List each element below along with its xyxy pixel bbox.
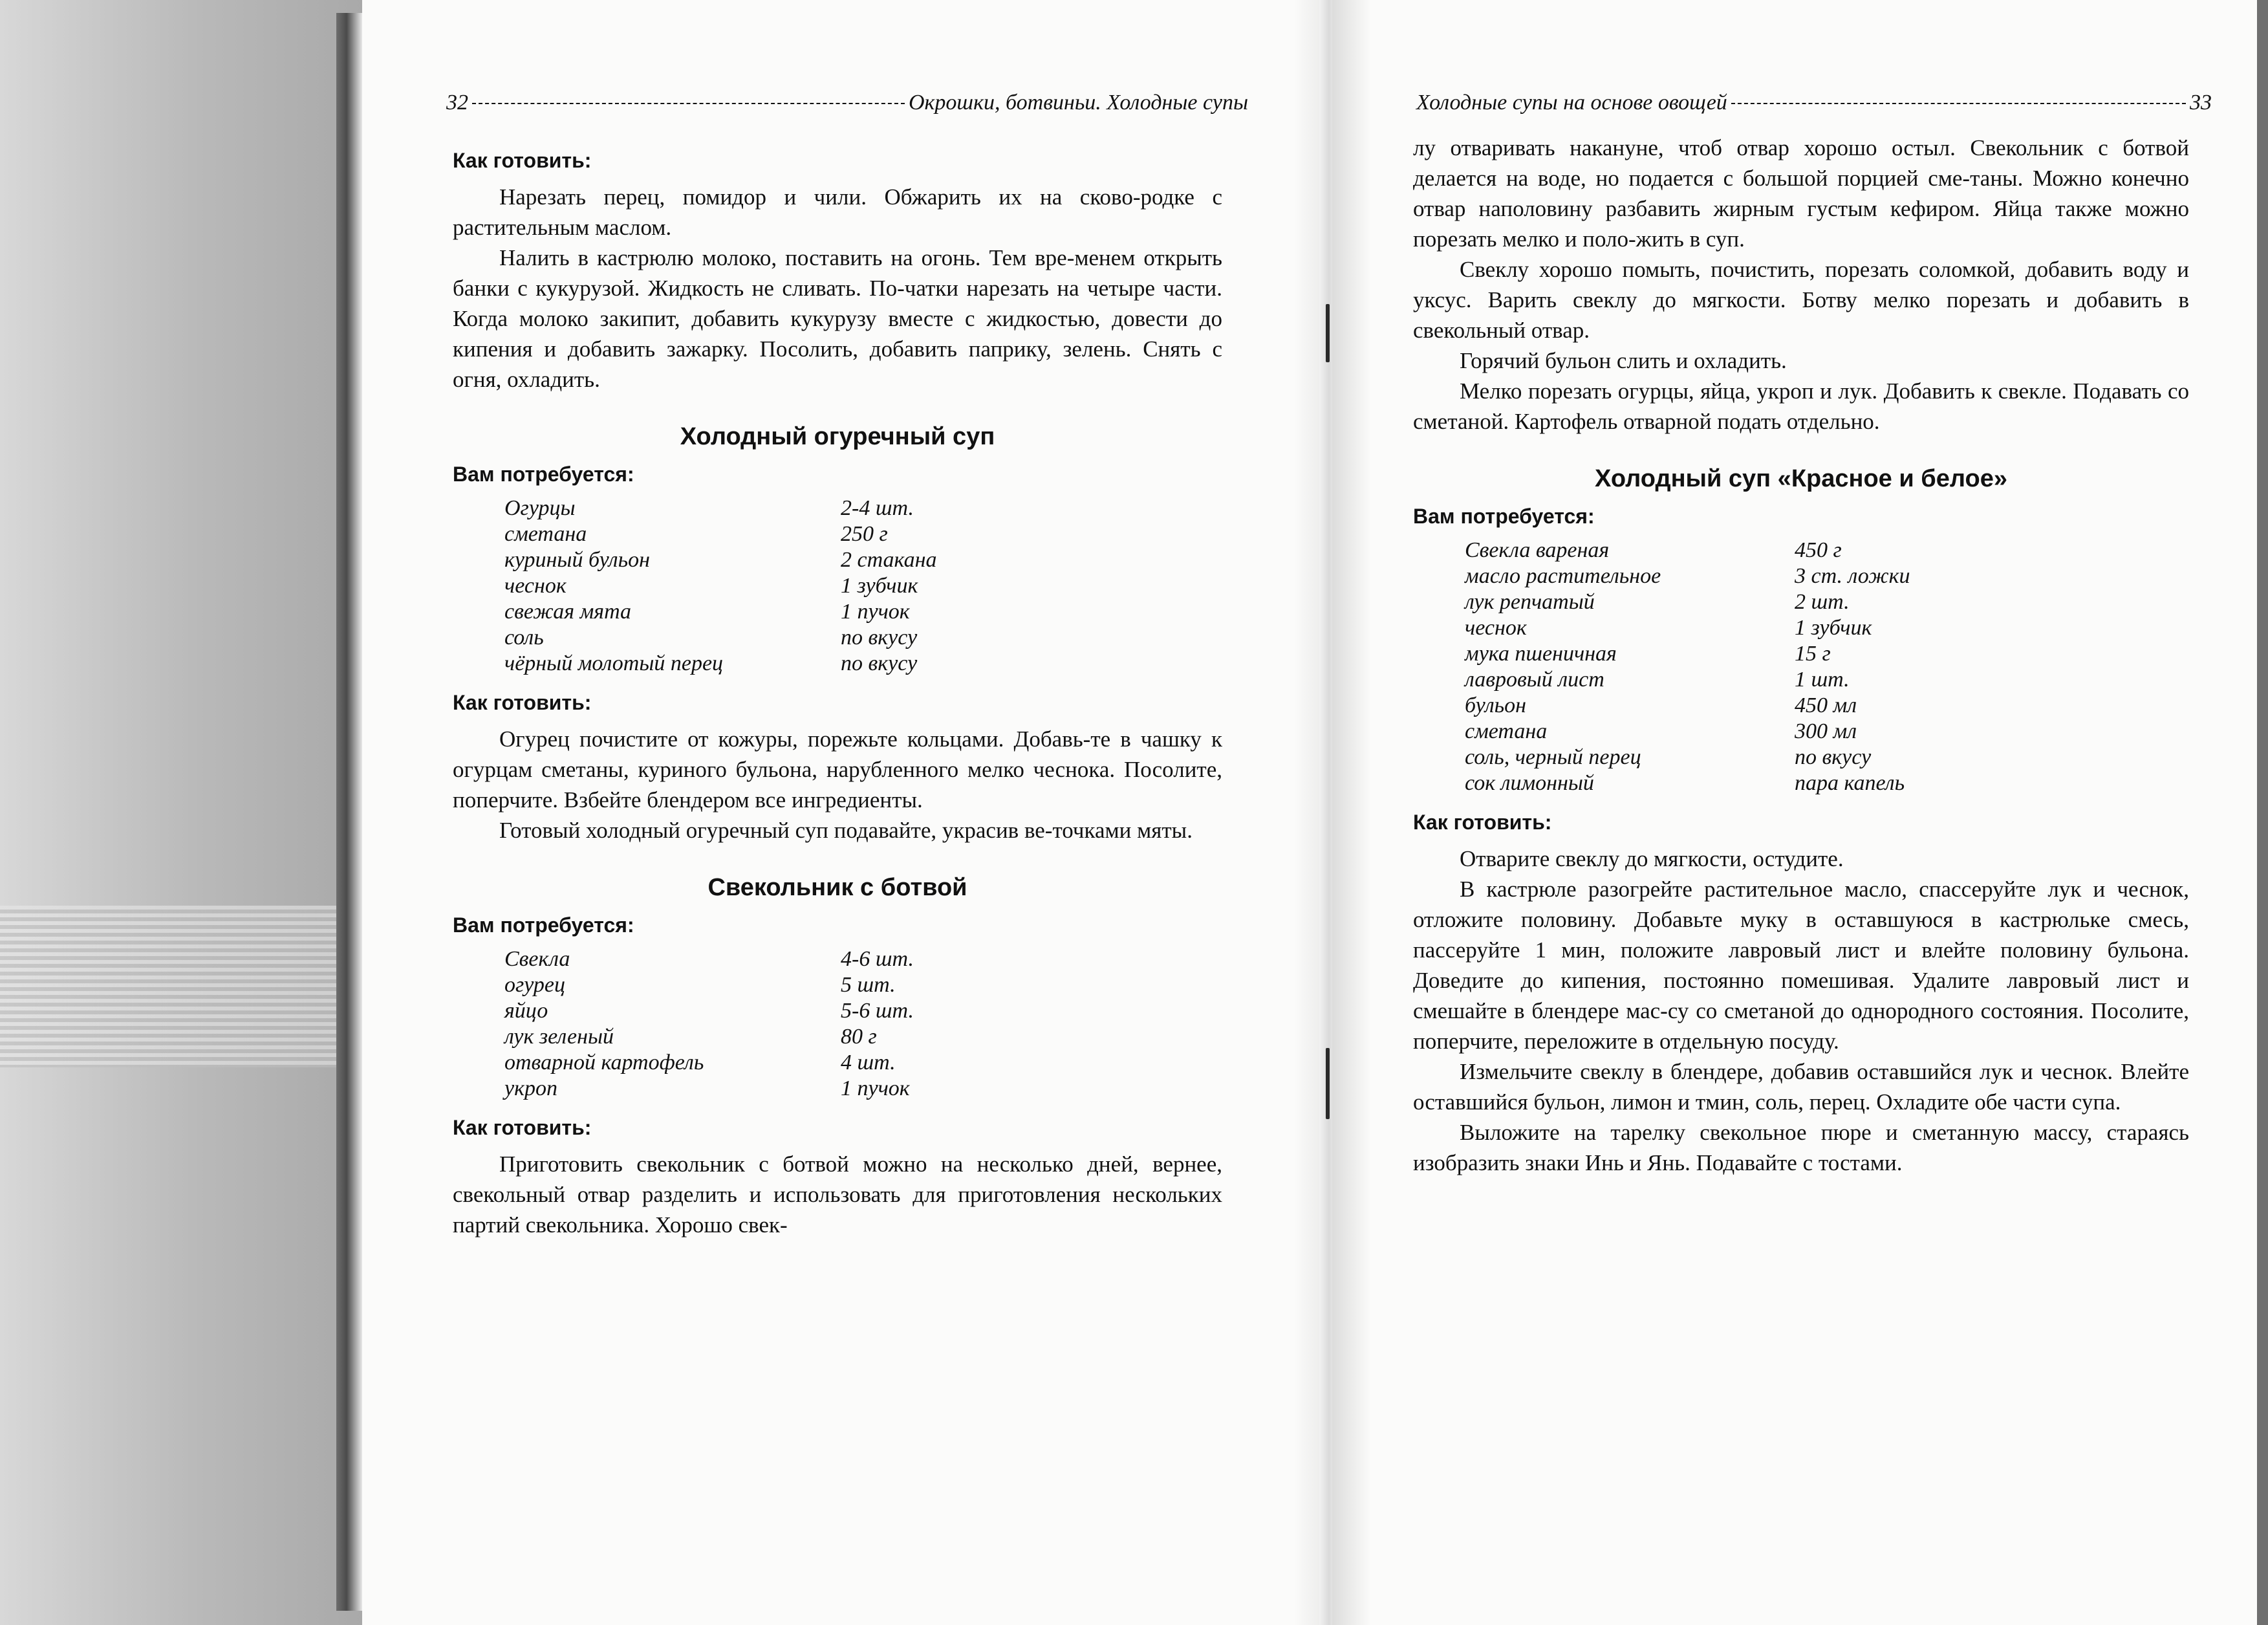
recipe-title: Свекольник с ботвой [707, 874, 967, 901]
ingredient-row [504, 496, 1222, 521]
header-rule [1731, 103, 2186, 104]
ingredient-qty: 2 шт. [1795, 590, 1850, 614]
ingredient-qty: 1 зубчик [841, 574, 918, 598]
ingredient-name: чеснок [504, 574, 567, 598]
right-page [1332, 0, 2263, 1625]
header-rule [472, 103, 905, 104]
ingredient-name: соль, черный перец [1465, 745, 1641, 769]
gutter-shadow-right [1332, 0, 1371, 1625]
ingredient-name: яйцо [504, 999, 548, 1023]
ingredient-qty: 80 г [841, 1025, 877, 1049]
ingredient-qty: по вкусу [841, 651, 918, 675]
ingredient-name: соль [504, 626, 544, 649]
ingredient-row [1465, 693, 2189, 719]
recipe-title: Холодный суп «Красное и белое» [1595, 465, 2007, 492]
scan-background-right [2257, 0, 2268, 1625]
ingredient-name: Свекла [504, 947, 570, 971]
ingredient-qty: 2 стакана [841, 548, 937, 572]
ingredient-row [504, 625, 1222, 651]
right-page-header [1416, 91, 2212, 115]
ingredient-row [504, 599, 1222, 625]
paragraph: Отварите свеклу до мягкости, остудите. [1460, 846, 1844, 871]
ingredient-row [1465, 770, 2189, 796]
ingredient-name: лук репчатый [1465, 590, 1595, 614]
paragraph: Налить в кастрюлю молоко, поставить на огонь. Тем вре-менем открыть банки с кукурузой. Жидкость не сливать. По-чатки нарезать на четыре части. Когда молоко закипит, добавить кукурузу вместе с жидкостью, довести до кипения и добавить зажарку. Посолить, добавить паприку, зелень. Снять с огня, охладить. [453, 245, 1222, 392]
ingredient-name: бульон [1465, 693, 1526, 717]
ingredient-name: мука пшеничная [1465, 642, 1617, 666]
ingredient-name: чеснок [1465, 616, 1527, 640]
how-label: Как готовить: [453, 1116, 592, 1139]
paragraph: Готовый холодный огуречный суп подавайте, украсив ве-точками мяты. [499, 818, 1193, 843]
ingredient-qty: 450 мл [1795, 693, 1857, 717]
ingredient-name: лавровый лист [1465, 668, 1604, 692]
paragraph: Свеклу хорошо помыть, почистить, порезать соломкой, добавить воду и уксус. Варить свеклу до мягкости. Ботву мелко порезать и добавить в свекольный отвар. [1413, 257, 2189, 343]
left-page [362, 0, 1332, 1625]
ingredient-qty: 5 шт. [841, 973, 896, 997]
ingredients-list [504, 946, 1222, 1102]
ingredient-row [1465, 538, 2189, 563]
ingredient-row [1465, 667, 2189, 693]
ingredient-name: сметана [1465, 719, 1548, 743]
paragraph: Горячий бульон слить и охладить. [1460, 348, 1787, 373]
ingredient-row [504, 946, 1222, 972]
ingredient-row [504, 1076, 1222, 1102]
running-title: Окрошки, ботвиньи. Холодные супы [908, 91, 1248, 115]
ingredient-row [1465, 641, 2189, 667]
ingredient-row [504, 1024, 1222, 1050]
ingredient-name: Свекла вареная [1465, 538, 1610, 562]
needs-label: Вам потребуется: [1413, 505, 1595, 528]
ingredient-name: куриный бульон [504, 548, 650, 572]
ingredient-qty: пара капель [1795, 771, 1905, 795]
ingredients-list [504, 496, 1222, 677]
ingredient-qty: 3 ст. ложки [1795, 564, 1910, 588]
staple [1326, 1048, 1330, 1119]
paragraph: Приготовить свекольник с ботвой можно на несколько дней, вернее, свекольный отвар разделить и использовать для приготовления нескольких партий свекольника. Хорошо свек- [453, 1151, 1222, 1238]
paragraph: лу отваривать накануне, чтоб отвар хорошо остыл. Свекольник с ботвой делается на воде, но подается с большой порцией сме-таны. Можно конечно отвар наполовину разбавить жирным густым кефиром. Яйца также можно порезать мелко и поло-жить в суп. [1413, 135, 2189, 252]
scan-artifact-bands [0, 906, 362, 1067]
ingredients-list [1465, 538, 2189, 796]
ingredient-name: масло растительное [1465, 564, 1661, 588]
ingredient-row [1465, 563, 2189, 589]
recipe-title: Холодный огуречный суп [680, 423, 995, 450]
left-page-header [446, 91, 1248, 115]
ingredient-name: лук зеленый [504, 1025, 614, 1049]
ingredient-name: огурец [504, 973, 565, 997]
page-number: 33 [2190, 91, 2212, 115]
scan-background-left [0, 0, 362, 1625]
ingredient-row [1465, 719, 2189, 745]
ingredient-row [504, 1050, 1222, 1076]
page-number: 32 [446, 91, 468, 115]
right-page-body [1413, 133, 2189, 1178]
ingredient-qty: 1 зубчик [1795, 616, 1872, 640]
ingredient-qty: 4-6 шт. [841, 947, 914, 971]
ingredient-qty: 2-4 шт. [841, 496, 914, 520]
ingredient-row [504, 972, 1222, 998]
ingredient-name: чёрный молотый перец [504, 651, 724, 675]
needs-label: Вам потребуется: [453, 913, 634, 937]
how-label: Как готовить: [453, 691, 592, 714]
paragraph: Выложите на тарелку свекольное пюре и сметанную массу, стараясь изобразить знаки Инь и Янь. Подавайте с тостами. [1413, 1120, 2189, 1175]
paragraph: Огурец почистите от кожуры, порежьте кольцами. Добавь-те в чашку к огурцам сметаны, куриного бульона, нарубленного мелко чеснока. Посолите, поперчите. Взбейте блендером все ингредиенты. [453, 726, 1222, 812]
ingredient-row [504, 573, 1222, 599]
ingredient-name: сметана [504, 522, 587, 546]
ingredient-qty: 450 г [1795, 538, 1842, 562]
ingredient-qty: 300 мл [1795, 719, 1857, 743]
staple [1326, 304, 1330, 362]
ingredient-row [1465, 615, 2189, 641]
ingredient-row [504, 547, 1222, 573]
how-label: Как готовить: [1413, 811, 1552, 834]
ingredient-name: отварной картофель [504, 1051, 704, 1074]
ingredient-name: Огурцы [504, 496, 576, 520]
how-label: Как готовить: [453, 149, 592, 172]
ingredient-qty: 5-6 шт. [841, 999, 914, 1023]
running-title: Холодные супы на основе овощей [1416, 91, 1727, 115]
ingredient-qty: 15 г [1795, 642, 1831, 666]
ingredient-qty: по вкусу [841, 626, 918, 649]
paragraph: Нарезать перец, помидор и чили. Обжарить их на сково-родке с растительным маслом. [453, 184, 1222, 240]
ingredient-qty: 1 пучок [841, 1076, 910, 1100]
ingredient-qty: 1 пучок [841, 600, 910, 624]
paragraph: Измельчите свеклу в блендере, добавив оставшийся лук и чеснок. Влейте оставшийся бульон, лимон и тмин, соль, перец. Охладите обе части супа. [1413, 1059, 2189, 1115]
ingredient-qty: 4 шт. [841, 1051, 896, 1074]
ingredient-row [504, 998, 1222, 1024]
ingredient-qty: 250 г [841, 522, 888, 546]
left-page-body [453, 149, 1222, 1240]
ingredient-name: свежая мята [504, 600, 632, 624]
ingredient-row [1465, 589, 2189, 615]
needs-label: Вам потребуется: [453, 463, 634, 486]
book-edge [336, 13, 362, 1611]
paragraph: В кастрюле разогрейте растительное масло, спассеруйте лук и чеснок, отложите половину. Добавьте муку в оставшуюся в кастрюльке смесь, пассеруйте 1 мин, положите лавровый лист и влейте половину бульона. Доведите до кипения, постоянно помешивая. Удалите лавровый лист и смешайте в блендере мас-су со сметаной до однородного состояния. Посолите, поперчите, переложите в отдельную посуду. [1413, 877, 2189, 1054]
ingredient-name: укроп [504, 1076, 557, 1100]
paragraph: Мелко порезать огурцы, яйца, укроп и лук. Добавить к свекле. Подавать со сметаной. Картофель отварной подать отдельно. [1413, 378, 2189, 434]
ingredient-row [504, 521, 1222, 547]
ingredient-name: сок лимонный [1465, 771, 1594, 795]
ingredient-row [504, 651, 1222, 677]
ingredient-row [1465, 745, 2189, 770]
ingredient-qty: по вкусу [1795, 745, 1872, 769]
ingredient-qty: 1 шт. [1795, 668, 1850, 692]
